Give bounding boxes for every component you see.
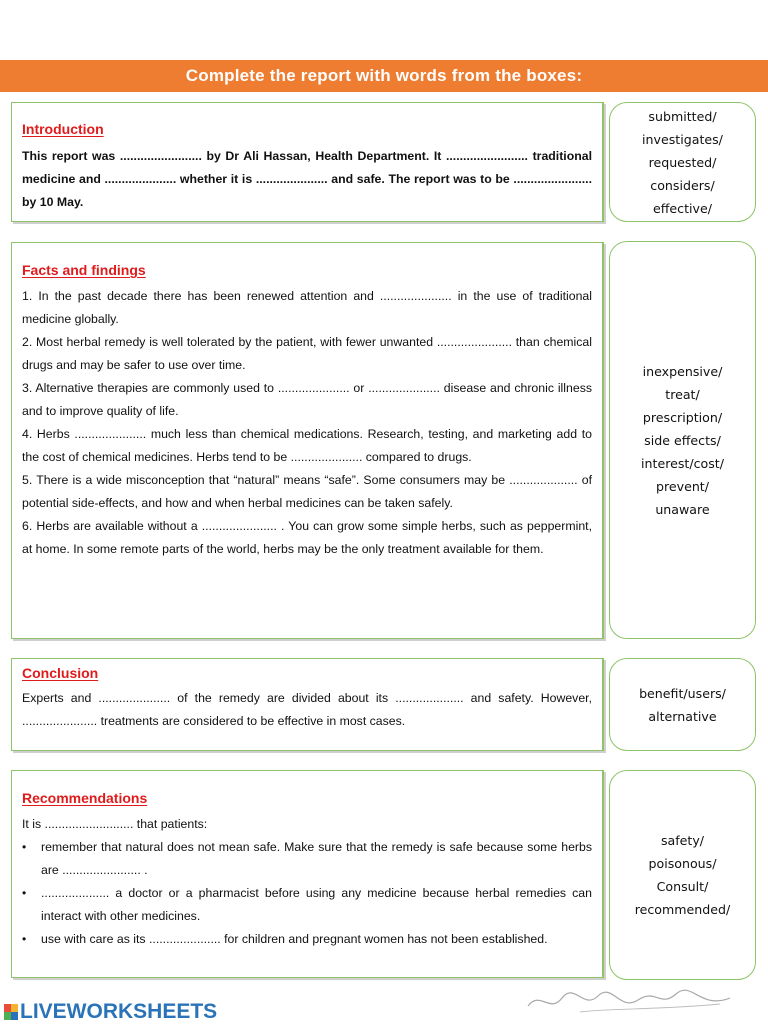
word-box-2-item: inexpensive/ [642, 363, 723, 379]
fact-item: 6. Herbs are available without a ...................... . You can grow some simple herbs, such as peppermint, at home. In some remote parts of the world, herbs may be the only treatment available for them. [22, 519, 592, 556]
liveworksheets-logo [4, 1000, 217, 1024]
word-box-4 [609, 770, 756, 980]
recommendation-item: • use with care as its ..................... for children and pregnant women has not been established. [22, 928, 592, 951]
introduction-heading: Introduction [22, 121, 104, 137]
facts-heading: Facts and findings [22, 262, 146, 278]
recommendations-list [22, 813, 592, 951]
conclusion-text: Experts and ..................... of the remedy are divided about its .................... and safety. However, ...................... treatments are considered to be effective in most cases. [22, 691, 592, 728]
word-box-1 [609, 102, 756, 222]
fact-item: 3. Alternative therapies are commonly used to ..................... or ..................... disease and chronic illness and to improve quality of life. [22, 381, 592, 418]
conclusion-section [11, 658, 604, 751]
fact-item: 4. Herbs ..................... much less than chemical medications. Research, testing, and marketing add to the cost of chemical medicines. Herbs tend to be ..................... compared to drugs. [22, 427, 592, 464]
fact-item: 2. Most herbal remedy is well tolerated by the patient, with fewer unwanted ...................... than chemical drugs and may be safer to use over time. [22, 335, 592, 372]
conclusion-heading: Conclusion [22, 665, 99, 681]
word-box-2-item: interest/cost/ [641, 455, 724, 471]
word-box-2-item: prescription/ [642, 409, 723, 425]
introduction-section [11, 102, 604, 222]
word-box-4-item: safety/ [660, 833, 705, 848]
word-box-2 [609, 241, 756, 639]
signature [520, 980, 740, 1020]
word-box-3 [609, 658, 756, 751]
word-box-1-item: submitted/ [648, 108, 717, 124]
word-box-2-item: treat/ [665, 386, 700, 402]
fact-item: 5. There is a wide misconception that “natural” means “safe”. Some consumers may be .................... of potential side-effects, and how and when herbal medicines can be taken safely. [22, 473, 592, 510]
word-box-1-item: considers/ [650, 177, 715, 193]
introduction-text: This report was ........................ by Dr Ali Hassan, Health Department. It ........................ traditional medicine and ..................... whether it is ..................... and safe. The report was to be ....................... by 10 May. [22, 149, 592, 209]
liveworksheets-logo-icon [4, 1004, 18, 1020]
recommendation-item: • .................... a doctor or a pharmacist before using any medicine because herbal remedies can interact with other medicines. [22, 882, 592, 928]
word-box-2-item: side effects/ [644, 432, 721, 448]
word-box-3-item: benefit/users/ [639, 685, 726, 701]
recommendation-item: • remember that natural does not mean safe. Make sure that the remedy is safe because some herbs are ....................... . [22, 836, 592, 882]
facts-section [11, 242, 604, 639]
liveworksheets-logo-text: LIVEWORKSHEETS [20, 1000, 218, 1023]
word-box-4-item: recommended/ [634, 902, 731, 917]
instruction-banner: Complete the report with words from the boxes: [0, 60, 768, 92]
word-box-2-item: prevent/ [655, 478, 709, 494]
facts-list [22, 285, 592, 561]
recommendations-intro: It is .......................... that patients: [22, 817, 208, 831]
recommendations-section [11, 770, 604, 978]
word-box-1-item: requested/ [648, 154, 717, 170]
word-box-4-item: Consult/ [656, 879, 709, 894]
word-box-4-item: poisonous/ [648, 856, 717, 871]
word-box-1-item: effective/ [653, 200, 712, 216]
word-box-2-item: unaware [655, 501, 710, 517]
recommendations-heading: Recommendations [22, 790, 148, 806]
word-box-1-item: investigates/ [642, 131, 723, 147]
word-box-3-item: alternative [648, 708, 717, 724]
fact-item: 1. In the past decade there has been renewed attention and ..................... in the use of traditional medicine globally. [22, 289, 592, 326]
